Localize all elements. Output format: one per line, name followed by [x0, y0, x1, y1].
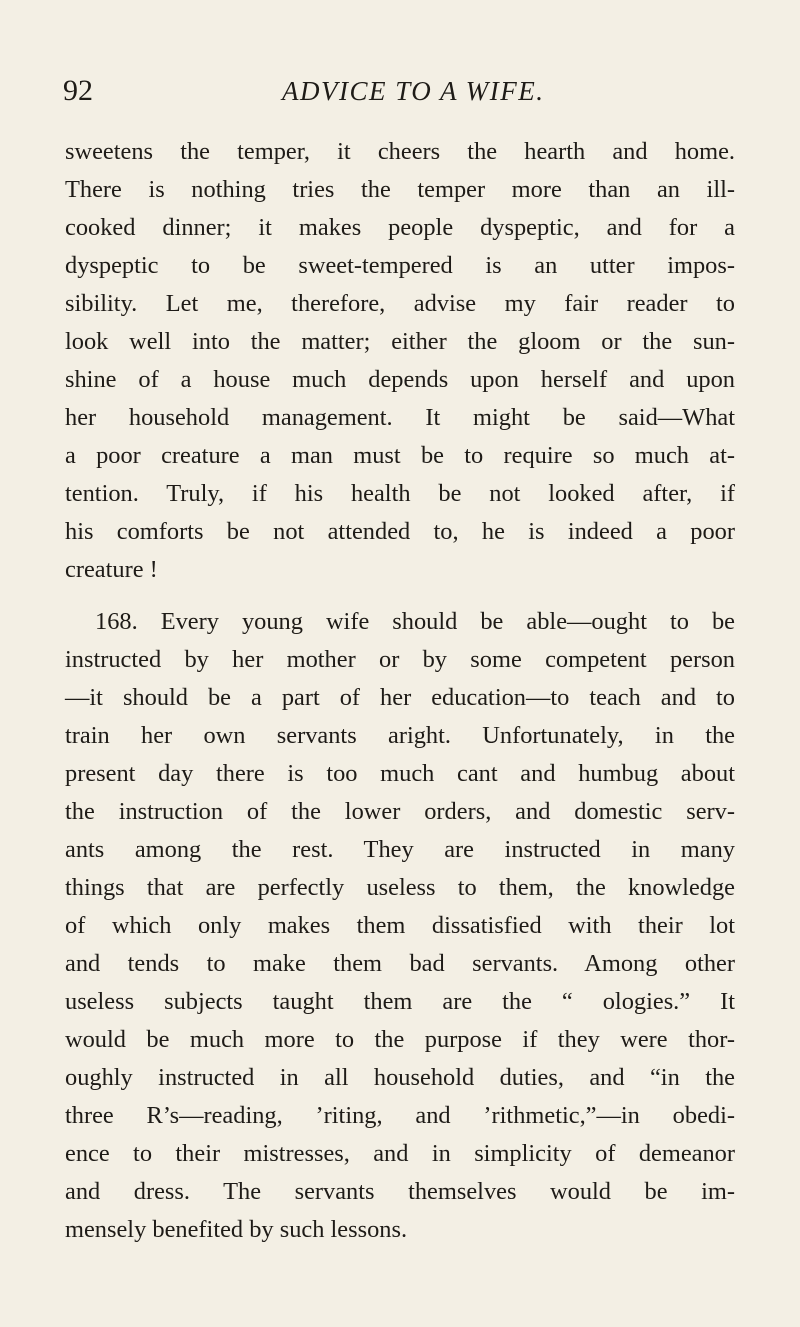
text-line: useless subjects taught them are the “ ologies.” It	[65, 988, 735, 1015]
text-line: look well into the matter; either the gloom or the sun-	[65, 328, 735, 355]
text-line: her household management. It might be said—What	[65, 404, 735, 431]
text-line: things that are perfectly useless to them, the knowledge	[65, 874, 735, 901]
text-line: cooked dinner; it makes people dyspeptic, and for a	[65, 214, 735, 241]
text-line: sweetens the temper, it cheers the hearth and home.	[65, 138, 735, 165]
text-line: present day there is too much cant and humbug about	[65, 760, 735, 787]
text-line: dyspeptic to be sweet-tempered is an utter impos-	[65, 252, 735, 279]
text-line: mensely benefited by such lessons.	[65, 1216, 408, 1243]
text-line: 168. Every young wife should be able—ought to be	[95, 608, 735, 635]
text-line: creature !	[65, 556, 158, 583]
text-line: the instruction of the lower orders, and domestic serv-	[65, 798, 735, 825]
text-line: and dress. The servants themselves would be im-	[65, 1178, 735, 1205]
text-line: There is nothing tries the temper more than an ill-	[65, 176, 735, 203]
text-line: —it should be a part of her education—to teach and to	[65, 684, 735, 711]
text-line: of which only makes them dissatisfied with their lot	[65, 912, 735, 939]
text-line: shine of a house much depends upon herself and upon	[65, 366, 735, 393]
text-line: and tends to make them bad servants. Among other	[65, 950, 735, 977]
text-line: three R’s—reading, ’riting, and ’rithmetic,”—in obedi-	[65, 1102, 735, 1129]
text-line: ants among the rest. They are instructed in many	[65, 836, 735, 863]
text-line: ence to their mistresses, and in simplicity of demeanor	[65, 1140, 735, 1167]
text-line: instructed by her mother or by some competent person	[65, 646, 735, 673]
running-head: ADVICE TO A WIFE.	[282, 76, 545, 106]
page-number: 92	[63, 74, 93, 107]
text-line: oughly instructed in all household duties, and “in the	[65, 1064, 735, 1091]
text-line: sibility. Let me, therefore, advise my fair reader to	[65, 290, 735, 317]
text-line: his comforts be not attended to, he is indeed a poor	[65, 518, 735, 545]
text-line: a poor creature a man must be to require so much at-	[65, 442, 735, 469]
text-line: tention. Truly, if his health be not looked after, if	[65, 480, 735, 507]
text-line: would be much more to the purpose if they were thor-	[65, 1026, 735, 1053]
text-line: train her own servants aright. Unfortunately, in the	[65, 722, 735, 749]
